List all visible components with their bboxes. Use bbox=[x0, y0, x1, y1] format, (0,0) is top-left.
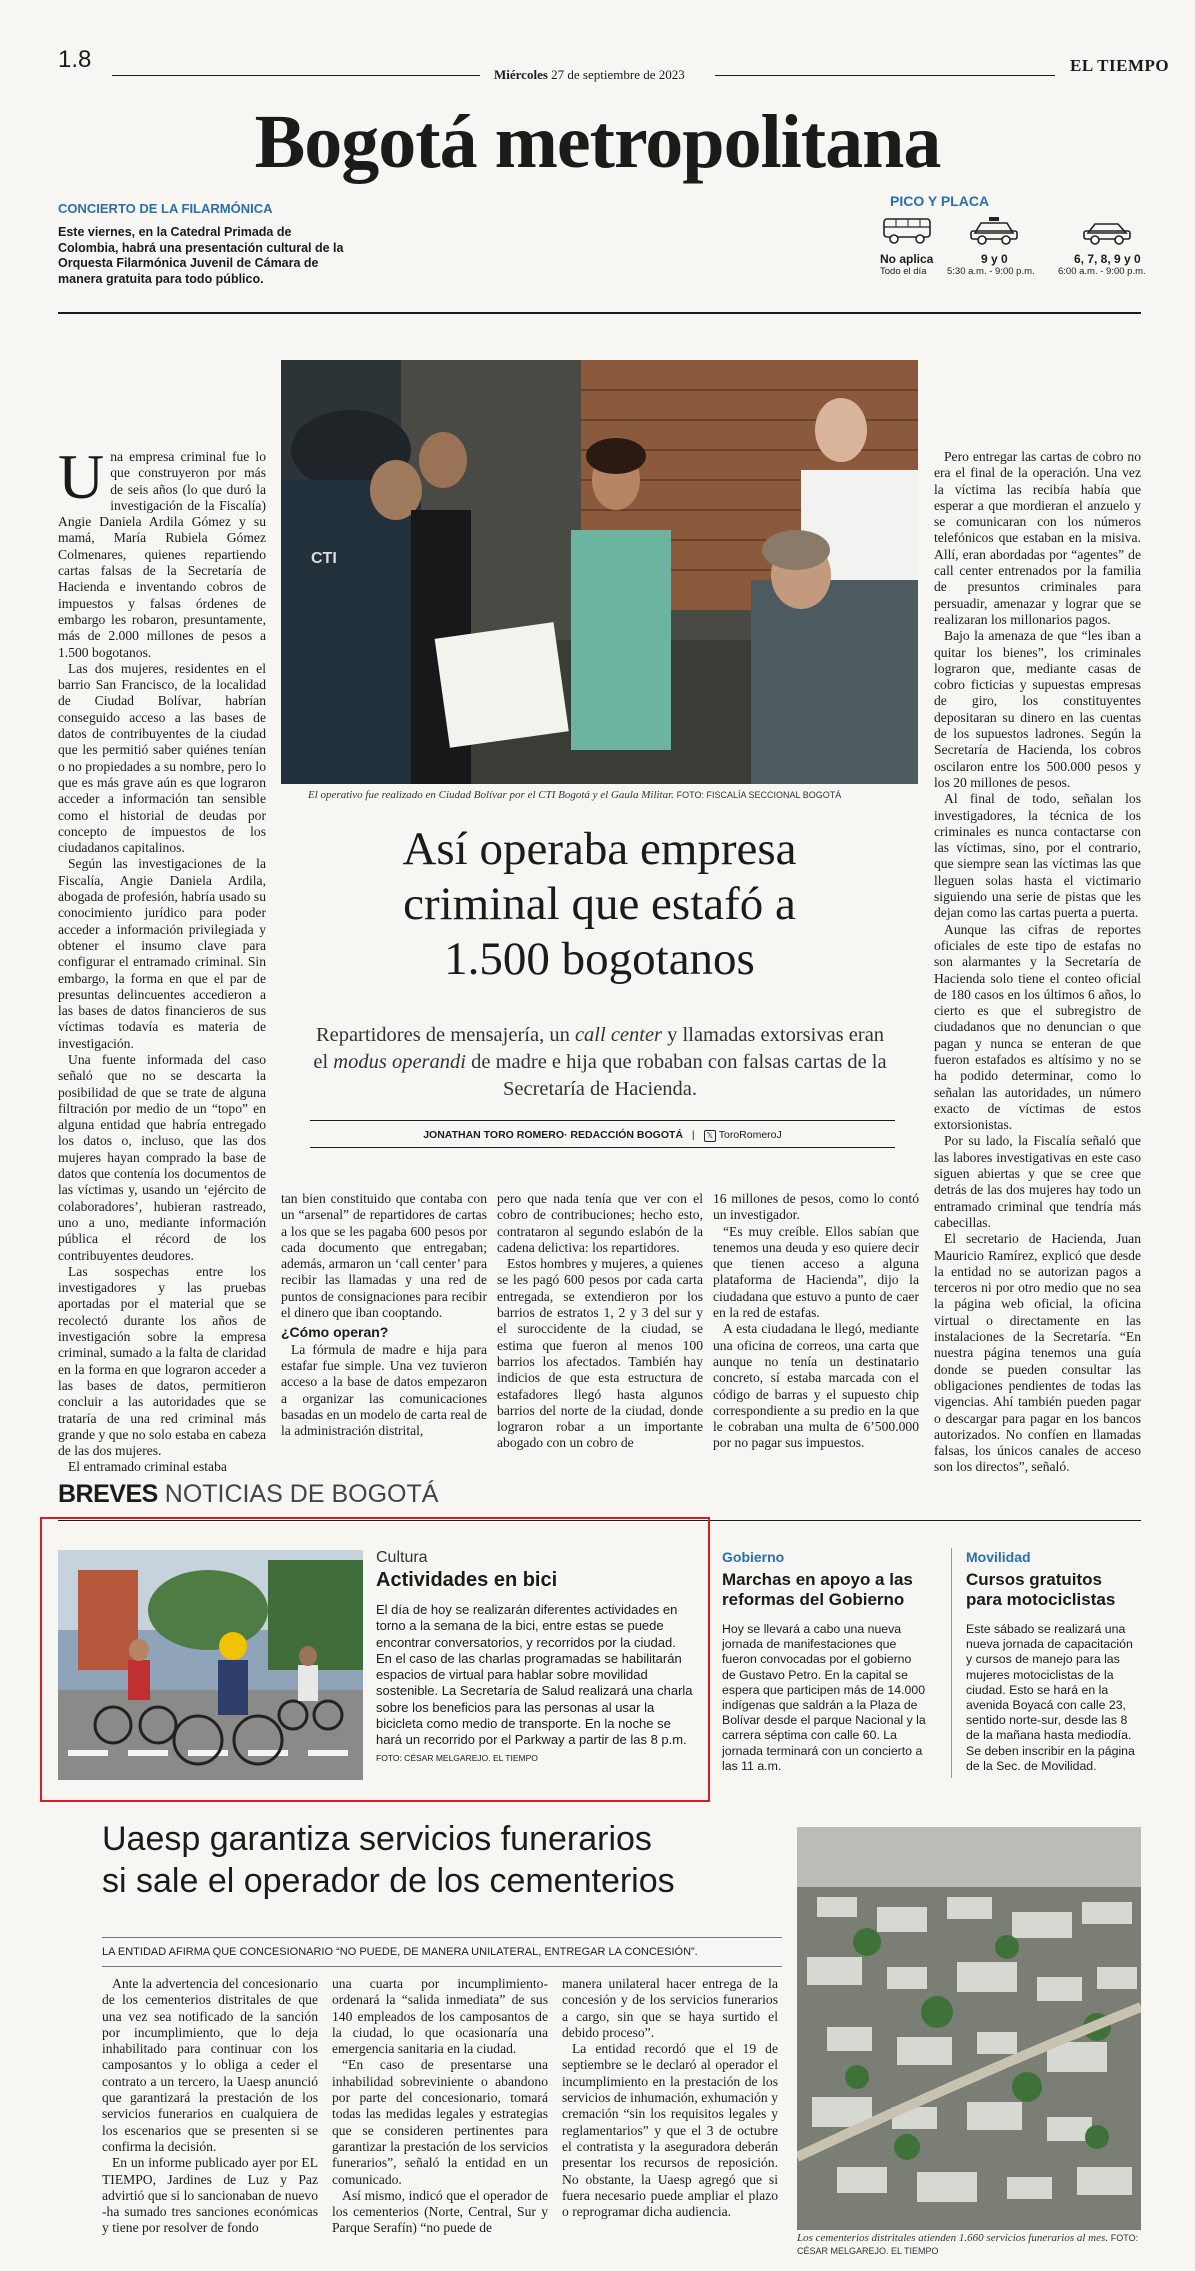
main-col1-p4: Una fuente informada del caso señaló que no se descarta la posibilidad de que se trate de alguna filtración por medio de un “topo” en alguna entidad que habría entregado los datos o, incluso, que las dos mujeres hayan comprado la base de datos que contenía los documentos de las víctimas y, usando un ‘ejército de colaboradores’, hubieran rastreado, uno a uno, mediante información pública el récord de los contribuyentes deudores. bbox=[58, 1051, 266, 1263]
paper-name: EL TIEMPO bbox=[1070, 56, 1170, 75]
uaesp-kicker-rule-top bbox=[102, 1937, 782, 1938]
uaesp-col-2 bbox=[332, 1976, 548, 2237]
main-headline-line-2: criminal que estafó a bbox=[403, 878, 796, 930]
main-col3-p1: pero que nada tenía que ver con el cobro de contribuciones; hecho esto, contrataron al segundo eslabón de la cadena delictiva: los repartidores. bbox=[497, 1191, 703, 1255]
header-rule-left bbox=[112, 75, 480, 76]
pico-placa-car bbox=[1058, 215, 1183, 277]
main-photo-caption-text: El operativo fue realizado en Ciudad Bolívar por el CTI Bogotá y el Gaula Militar. bbox=[308, 789, 674, 801]
uaesp-kicker: LA ENTIDAD AFIRMA QUE CONCESIONARIO “NO PUEDE, DE MANERA UNILATERAL, ENTREGAR LA CONCESIÓN”. bbox=[102, 1946, 698, 1958]
uaesp-headline-line-2: si sale el operador de los cementerios bbox=[102, 1862, 675, 1900]
byline-handle: ToroRomeroJ bbox=[718, 1129, 782, 1141]
main-col5-p6: El secretario de Hacienda, Juan Mauricio Ramírez, explicó que desde la entidad no se autorizan pagos a terceros ni por otro medio que no sea la página web oficial, la oficina virtual o directamente en las instalaciones de la Secretaría. “En nuestra página tenemos una guía donde se pueden consultar las obligaciones pendientes de todas las vigencias. Ahí también pueden pagar o descargar para pagar en los bancos autorizados. No confíen en llamadas falsas, los únicos canales de acceso son los directos”, señaló. bbox=[934, 1231, 1141, 1475]
byline: JONATHAN TORO ROMERO· REDACCIÓN BOGOTÁ | 𝕏 ToroRomeroJ bbox=[423, 1129, 782, 1141]
date-rest: 27 de septiembre de 2023 bbox=[551, 67, 685, 82]
breves-label-light: NOTICIAS DE BOGOTÁ bbox=[164, 1480, 439, 1508]
main-col1-p5: Las sospechas entre los investigadores y las pruebas aportadas por el material que se recolectó durante los años de investigación sobre la empresa criminal, sumado a la falta de claridad en la forma en que lograron acceder a las bases de datos, permitieron concluir a las autoridades que se trataría de una red criminal más grande y que no solo estaba en cabeza de las dos mujeres. bbox=[58, 1263, 266, 1459]
cultura-photo bbox=[58, 1550, 363, 1780]
main-col5-p4: Aunque las cifras de reportes oficiales de este tipo de estafas no son alarmantes y la Secretaría de Hacienda solo tiene el conteo oficial de 180 casos en los últimos 6 años, lo cierto es que el subregistro de ciudadanos que no denuncian o que pagan y nunca se enteran de que fueron estafados es altísimo y no se ha podido determinar, como lo señalan las autoridades, un número exacto de víctimas de estos extorsionistas. bbox=[934, 921, 1141, 1133]
main-col-4 bbox=[713, 1191, 919, 1452]
main-col1-p6: El entramado criminal estaba bbox=[68, 1459, 227, 1475]
main-col4-p3: A esta ciudadana le llegó, mediante una oficina de correos, una carta que aunque no tenía un destinatario concreto, sí estaba marcada con el código de barras y el supuesto chip correspondiente a su predio en la que le cobraban una multa de 6’500.000 por no pagar sus impuestos. bbox=[713, 1321, 919, 1451]
cti-vest-text: CTI bbox=[311, 550, 337, 567]
main-col1-p1: na empresa criminal fue lo que construyeron por más de seis años (lo que duró la investigación de la Fiscalía) Angie Daniela Ardila Gómez y su mamá, María Rubiela Gómez Colmenares, quienes repartiendo cartas falsas de la Secretaría de Hacienda e inventando cobros de impuestos y falsas órdenes de embargo les robaron, presuntamente, más de 2.000 millones de pesos a 1.500 bogotanos. bbox=[58, 449, 266, 660]
pico-bus-detail: Todo el día bbox=[880, 266, 927, 277]
uaesp-col2-p1: una cuarta por incumplimiento- ordenará la “salida inmediata” de sus 140 empleados de los camposantos de la ciudad, lo que ocasionaría una emergencia sanitaria en la ciudad. bbox=[332, 1976, 548, 2057]
main-photo-credit: FOTO: FISCALÍA SECCIONAL BOGOTÁ bbox=[676, 790, 842, 800]
uaesp-headline bbox=[102, 1818, 792, 1902]
main-col2-p1: tan bien constituido que contaba con un “arsenal” de repartidores de cartas a los que se les pagaba 600 pesos por cada documento que entregaban; además, armaron un ‘call center’ para recibir las llamadas y una red de puntos de consignaciones para recibir el dinero que iban cooptando. bbox=[281, 1191, 487, 1321]
concierto-text: Este viernes, en la Catedral Primada de Colombia, habrá una presentación cultural de la Orquesta Filarmónica Juvenil de Cámara de manera gratuita para todo público. bbox=[58, 225, 344, 286]
cultura-section: Cultura bbox=[376, 1549, 428, 1566]
cultura-body-text: El día de hoy se realizarán diferentes actividades en torno a la semana de la bici, entre estas se puede encontrar conversatorios, y recorridos por la ciudad. En el caso de las charlas programadas se habilitarán espacios de virtual para hablar sobre movilidad sostenible. La Secretaría de Salud realizará una charla sobre los beneficios para las personas al usar la bicicleta como medio de transporte. En la noche se hará un recorrido por el Parkway a partir de las 8 p.m. bbox=[376, 1602, 693, 1748]
x-logo-icon: 𝕏 bbox=[704, 1130, 716, 1142]
cementerio-caption bbox=[797, 2232, 1141, 2258]
main-col1-p3: Según las investigaciones de la Fiscalía, Angie Daniela Ardila, abogada de profesión, habría usado su conocimiento jurídico para poder acceder a información privilegiada y obtener el insumo clave para configurar el entramado criminal. Sin embargo, la forma en que el par de presuntas delincuentes accedieron a las bases de datos financieros de sus víctimas todavía es materia de investigación. bbox=[58, 856, 266, 1051]
cementerio-credit: FOTO: CÉSAR MELGAREJO. EL TIEMPO bbox=[797, 2233, 1139, 2256]
main-col3-p2: Estos hombres y mujeres, a quienes se les pagó 600 pesos por cada carta entregada, se extendieron por los barrios de estratos 1, 2 y 3 del sur y el suroccidente de la ciudad, se estima que fueron al menos 100 barrios los afectados. También hay indicios de que esta estructura de estafadores llegó hasta algunos barrios del norte de la ciudad, donde lograron robar a un importante abogado con un cobro de bbox=[497, 1256, 703, 1451]
main-photo-caption bbox=[308, 789, 918, 801]
gobierno-section: Gobierno bbox=[722, 1549, 785, 1565]
deck-part-1: Repartidores de mensajería, un bbox=[315, 1024, 570, 1046]
main-col-5 bbox=[934, 449, 1141, 1476]
gobierno-body: Hoy se llevará a cabo una nueva jornada de manifestaciones que fueron convocadas por el gobierno de Gustavo Petro. En la capital se espera que participen más de 14.000 indígenas que saldrán a la Plaza de Bolívar desde el parque Nacional y la carrera séptima con calle 60. La jornada terminará con un concierto a las 11 a.m. bbox=[722, 1622, 926, 1773]
header-bottom-rule bbox=[58, 312, 1141, 314]
main-headline-line-3: 1.500 bogotanos bbox=[444, 933, 755, 985]
deck-emph-1: call center bbox=[574, 1024, 663, 1046]
breves-divider bbox=[951, 1548, 952, 1778]
uaesp-col1-p2: En un informe publicado ayer por EL TIEMPO, Jardines de Luz y Paz advirtió que si lo sancionaban de nuevo -ha sumado tres sanciones económicas y tiene por resolver de fondo bbox=[102, 2155, 318, 2236]
uaesp-col3-p2: La entidad recordó que el 19 de septiembre se le declaró al operador el incumplimiento en la prestación de los servicios de inhumación, exhumación y cremación “sin los requisitos legales y reglamentarios” y que el 3 de octubre el contratista y la aseguradora deberán presentar los recursos de reposición. No obstante, la Uaesp agregó que si fuera necesario puede ampliar el plazo o reprogramar dicha audiencia. bbox=[562, 2041, 778, 2220]
main-col5-p1: Pero entregar las cartas de cobro no era el final de la operación. Una vez la víctima las recibía había que esperar a que mordieran el anzuelo y se comunicaran con los números telefónicos que estaban en la misiva. Allí, eran abordadas por “agentes” de call center entrenados por la familia de presuntos criminales para persuadir, amenazar y lograr que se realizaran los millonarios pagos. bbox=[934, 449, 1141, 627]
movilidad-section: Movilidad bbox=[966, 1549, 1031, 1565]
breves-label-bold: BREVES bbox=[58, 1480, 158, 1508]
pico-placa-label: PICO Y PLACA bbox=[890, 193, 990, 209]
deck-part-2: y llamadas extorsivas eran el bbox=[313, 1024, 885, 1073]
deck-emph-2: modus operandi bbox=[333, 1051, 466, 1073]
pico-car-detail: 6:00 a.m. - 9:00 p.m. bbox=[1058, 266, 1146, 277]
uaesp-kicker-rule-bottom bbox=[102, 1966, 782, 1967]
car-icon bbox=[1080, 215, 1136, 245]
main-col4-p1: 16 millones de pesos, como lo contó un investigador. bbox=[713, 1191, 919, 1223]
main-col5-p3: Al final de todo, señalan los investigadores, la técnica de los criminales es nunca contactarse con las víctimas, sino, por el contrario, que siempre sean las víctimas las que lleguen solas hasta el victimario siguiendo una serie de pistas que les dejan como las cartas puerta a puerta. bbox=[934, 791, 1141, 921]
pico-placa-bus bbox=[880, 215, 952, 277]
uaesp-col1-p1: Ante la advertencia del concesionario de los cementerios distritales de que una vez sea notificado de la sanción por incumplimiento, que lo deja inhabilitado para continuar con los camposantos y lo obliga a ceder el contrato a un tercero, la Uaesp anunció que garantizará la prestación de los servicios funerarios en cualquiera de los escenarios que se presenten si se confirma la decisión. bbox=[102, 1976, 318, 2154]
header-date bbox=[494, 67, 685, 83]
uaesp-col2-p3: Así mismo, indicó que el operador de los cementerios (Norte, Central, Sur y Parque Serafín) “no puede de bbox=[332, 2187, 548, 2236]
cultura-body bbox=[376, 1602, 694, 1766]
date-day: Miércoles bbox=[494, 67, 548, 82]
cementerio-photo bbox=[797, 1827, 1141, 2230]
pico-taxi-value: 9 y 0 bbox=[981, 252, 1008, 266]
gobierno-title: Marchas en apoyo a las reformas del Gobierno bbox=[722, 1570, 913, 1609]
main-deck bbox=[310, 1022, 890, 1103]
bike-riders-photo-art bbox=[58, 1550, 363, 1780]
main-col-3 bbox=[497, 1191, 703, 1452]
uaesp-col-1 bbox=[102, 1976, 318, 2237]
main-headline-line-1: Así operaba empresa bbox=[402, 823, 797, 875]
main-col1-p2: Las dos mujeres, residentes en el barrio San Francisco, de la localidad de Ciudad Bolívar, habrían conseguido acceso a las bases de datos de contribuyentes de la ciudad que les permitió saber quiénes tenían o no propiedades a su nombre, pero lo que es más grave aún es que lograron acceder a información tan sensible como el historial de deudas por concepto de impuestos de los ciudadanos capitalinos. bbox=[58, 660, 266, 856]
main-story-photo bbox=[281, 360, 918, 784]
uaesp-col-3 bbox=[562, 1976, 778, 2220]
concierto-label: CONCIERTO DE LA FILARMÓNICA bbox=[58, 201, 273, 216]
byline-author: JONATHAN TORO ROMERO· REDACCIÓN BOGOTÁ bbox=[423, 1129, 683, 1141]
main-col2-p2: La fórmula de madre e hija para estafar fue simple. Una vez tuvieron acceso a la base de datos empezaron a organizar las comunicaciones basadas en un modelo de carta real de la administración distrital, bbox=[281, 1341, 487, 1439]
movilidad-title: Cursos gratuitos para motociclistas bbox=[966, 1570, 1116, 1609]
cultura-title: Actividades en bici bbox=[376, 1569, 558, 1591]
cultura-credit: FOTO: CÉSAR MELGAREJO. EL TIEMPO bbox=[376, 1752, 538, 1763]
pico-car-value: 6, 7, 8, 9 y 0 bbox=[1074, 252, 1141, 266]
movilidad-body: Este sábado se realizará una nueva jornada de capacitación y cursos de manejo para las mujeres motociclistas de la ciudad. Esto se hará en la avenida Boyacá con calle 23, sentido norte-sur, desde las 8 de la mañana hasta mediodía. Se deben inscribir en la página de la Sec. de Movilidad. bbox=[966, 1622, 1135, 1773]
pico-bus-value: No aplica bbox=[880, 252, 934, 266]
uaesp-col2-p2: “En caso de presentarse una inhabilidad sobreviniente o abandono por parte del concesionario, tomará todas las medidas legales y estrategias que se consideren pertinentes para garantizar la prestación de los servicios funerarios”, señaló la entidad en un comunicado. bbox=[332, 2057, 548, 2187]
main-col5-p2: Bajo la amenaza de que “les iban a quitar los bienes”, los criminales lograron que, mediante casas de cobro ficticias y supuestas empresas de giro, los constituyentes depositaran su dinero en las cuentas de los supuestos ladrones. Según la Secretaría de Hacienda, los cobros oscilaron entre los 500.000 pesos y los 20 millones de pesos. bbox=[934, 628, 1141, 790]
uaesp-col3-p1: manera unilateral hacer entrega de la concesión y de los servicios funerarios a cargo, sin que se haya surtido el debido proceso”. bbox=[562, 1976, 778, 2040]
section-title: Bogotá metropolitana bbox=[254, 100, 941, 184]
uaesp-headline-line-1: Uaesp garantiza servicios funerarios bbox=[102, 1820, 652, 1858]
main-headline bbox=[281, 822, 918, 987]
main-col-2 bbox=[281, 1191, 487, 1439]
deck-part-3: de madre e hija que robaban con falsas cartas de la Secretaría de Hacienda. bbox=[471, 1051, 887, 1100]
byline-rule bbox=[310, 1120, 895, 1121]
main-col4-p2: “Es muy creíble. Ellos sabían que tenemos una deuda y eso quiere decir que tienen acceso a alguna plataforma de Hacienda”, dijo la ciudadana que estuvo a punto de caer en la red de estafas. bbox=[713, 1223, 919, 1321]
bus-icon bbox=[880, 215, 936, 245]
header-rule-right bbox=[715, 75, 1055, 76]
page-number: 1.8 bbox=[58, 46, 92, 73]
taxi-icon bbox=[967, 215, 1023, 245]
main-col2-subhead: ¿Cómo operan? bbox=[281, 1324, 389, 1341]
main-col5-p5: Por su lado, la Fiscalía señaló que las labores investigativas en este caso siguen abiertas y que se cree que detrás de las dos mujeres hay todo un entramado criminal que tendría más cabecillas. bbox=[934, 1133, 1141, 1230]
pico-taxi-detail: 5:30 a.m. - 9:00 p.m. bbox=[947, 266, 1035, 277]
cemetery-aerial-photo-art bbox=[797, 1827, 1141, 2230]
cementerio-caption-text: Los cementerios distritales atienden 1.660 servicios funerarios al mes. bbox=[797, 2232, 1109, 2244]
operativo-photo-art bbox=[281, 360, 918, 784]
dropcap: U bbox=[58, 441, 105, 512]
byline-rule-bottom bbox=[310, 1147, 895, 1148]
pico-placa-taxi bbox=[947, 215, 1067, 277]
breves-label bbox=[58, 1480, 438, 1509]
main-col-1 bbox=[58, 441, 266, 1476]
